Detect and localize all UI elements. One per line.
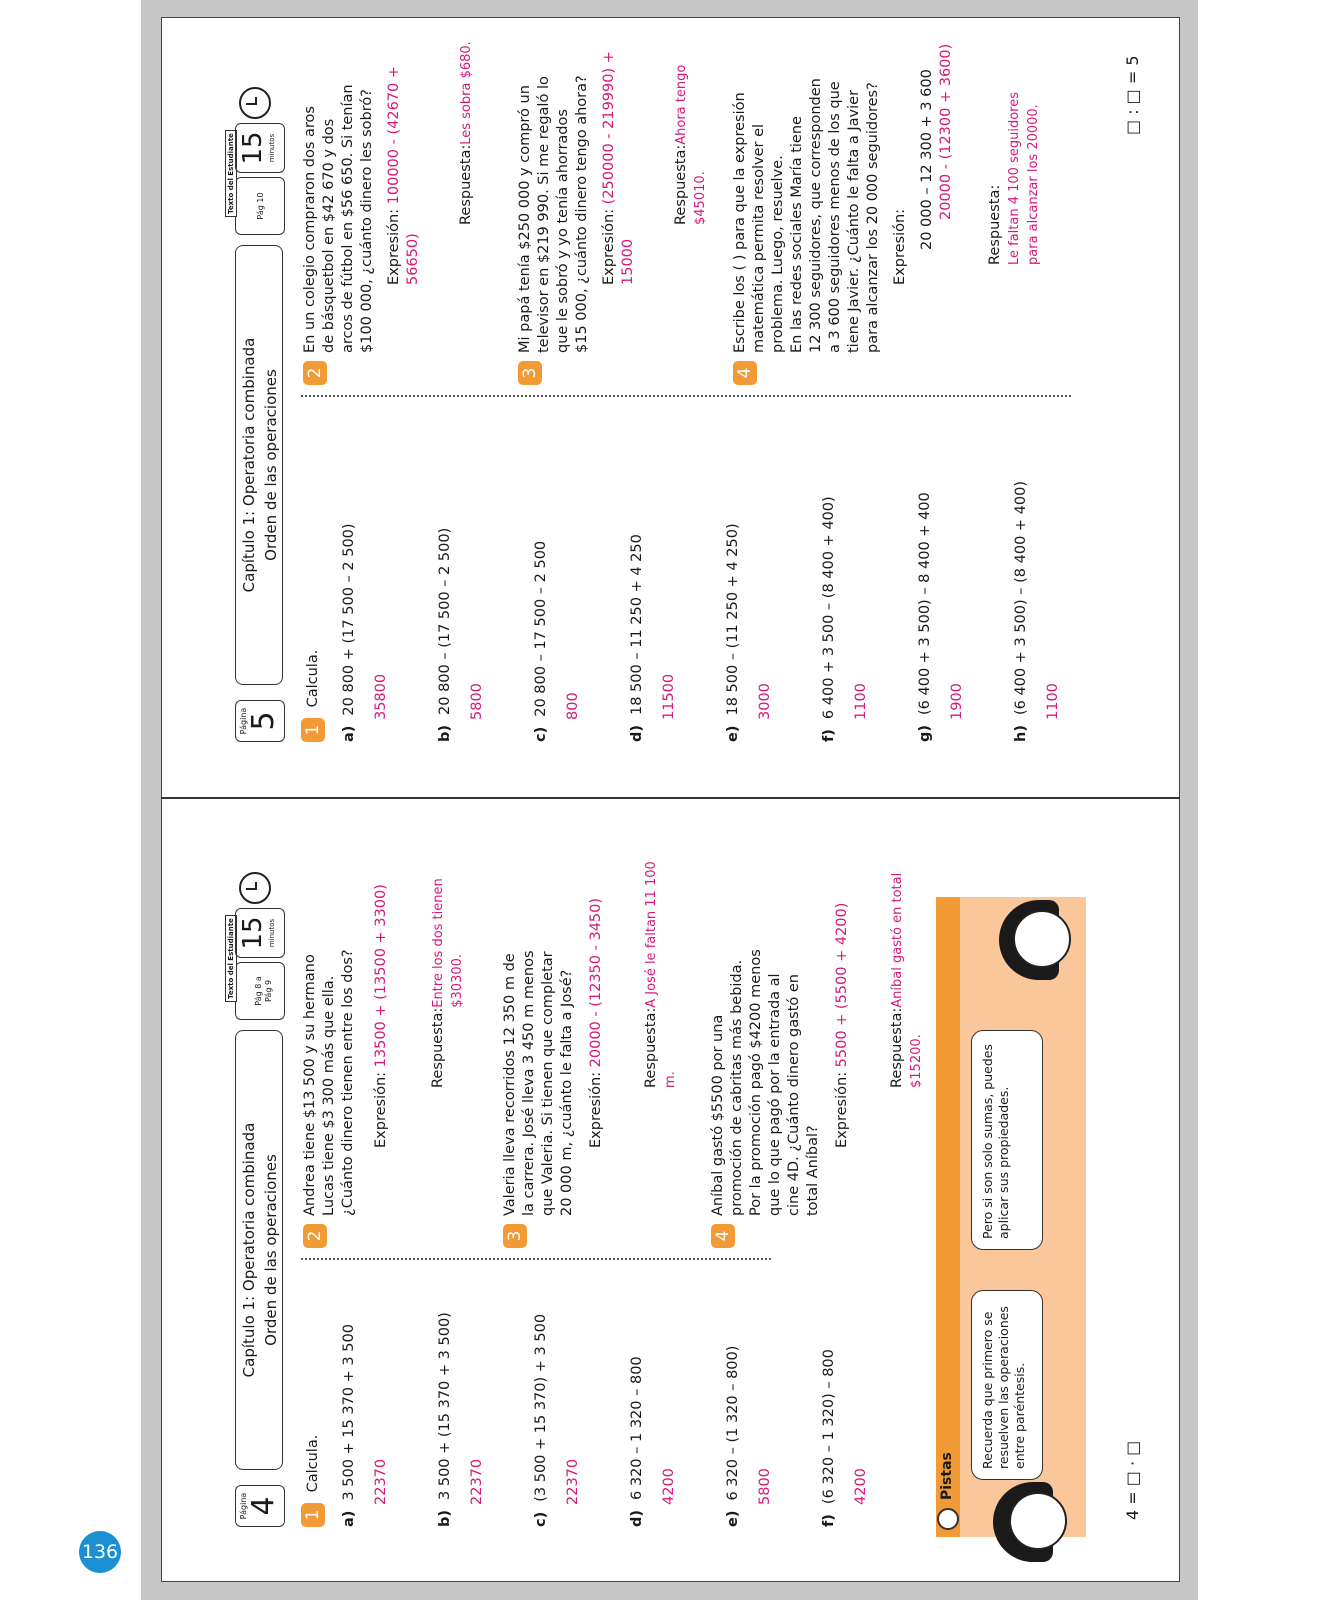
hint-bubble-2 [971,1030,1043,1250]
item-expression: 6 320 – (1 320 – 800) [725,1345,741,1501]
text-line: que Valeria. Si tienen que completar [540,951,556,1216]
q2-badge: 2 [303,361,327,385]
q1-heading [301,650,325,742]
hint-bubble-1 [971,1290,1043,1480]
time-box [235,123,285,173]
q3-resp-label: Respuesta: [643,1007,659,1088]
pag-range: Pág 8 a Pág 9 [254,976,273,1006]
texto-estudiante-box [235,177,285,235]
page-divider [161,797,1180,799]
item-letter: b) [437,724,453,742]
chapter-title [235,245,283,685]
q4-answer: Aníbal gastó en total $15200. [890,872,924,1088]
calc-item [725,1346,741,1527]
girl-face-2 [1013,910,1071,968]
item-expression: 20 800 – (17 500 – 2 500) [437,527,453,715]
text-line: promoción de cabritas más bebida. [729,959,745,1216]
calc-item [821,496,837,742]
q2-expression: 100000 - (42670 + 56650) [386,65,421,285]
time-box [235,908,285,958]
text-line: Aníbal gastó $5500 por una [710,1014,726,1216]
text-line: 20 000 m, ¿cuánto le falta a José? [559,969,575,1216]
text-line: resuelven las operaciones [996,1306,1011,1469]
texto-estudiante-tag: Texto del Estudiante [225,130,237,217]
calc-item [437,1312,453,1527]
q3-expr-label: Expresión: [601,208,617,285]
q2-resp-label: Respuesta: [458,144,474,225]
chapter-title-line2: Orden de las operaciones [262,1154,280,1346]
chapter-title [235,1030,283,1470]
text-line: Recuerda que primero se [980,1311,995,1469]
q1-label: Calcula. [305,649,321,708]
calc-item [821,1349,837,1527]
item-answer: 22370 [373,1458,389,1505]
item-letter: e) [725,725,741,742]
page-4 [161,815,1180,1580]
item-answer: 1100 [853,683,869,720]
item-letter: g) [917,724,933,742]
item-answer: 22370 [469,1458,485,1505]
calc-item [917,492,933,742]
q3-expression: 20000 - (12350 - 3450) [588,897,604,1068]
q3-block [516,35,710,385]
item-expression: 6 320 – 1 320 – 800 [629,1356,645,1500]
girl-face-1 [1009,1492,1067,1550]
text-line: Lucas tiene $3 300 más que ella. [321,975,337,1216]
column-divider [301,1258,771,1260]
item-expression: (3 500 + 15 370) + 3 500 [533,1313,549,1502]
q4-expression: 20000 - (12300 + 3600) [938,43,954,220]
item-answer: 5800 [469,683,485,720]
text-line: 12 300 seguidores, que corresponden [808,78,824,353]
q4-badge: 4 [733,361,757,385]
text-line: que le sobró y yo tenía ahorrados [555,109,571,353]
q4-block [731,35,1043,385]
chapter-title-line1: Capítulo 1: Operatoria combinada [240,1122,258,1378]
text-line: matemática permita resolver el [751,123,767,353]
calc-item [341,523,357,742]
minutes-label: minutos [268,918,276,948]
page-5 [161,30,1180,795]
text-line: cine 4D. ¿Cuánto dinero gastó en [786,974,802,1216]
q2-badge: 2 [303,1224,327,1248]
text-line: aplicar sus propiedades. [996,1086,1011,1239]
pistas-title: Pistas [939,1452,955,1500]
text-line: $15 000, ¿cuánto dinero tengo ahora? [574,75,590,353]
text-line: Pero si son solo sumas, puedes [980,1044,995,1239]
item-letter: f) [821,729,837,742]
q2-expr-label: Expresión: [373,1071,389,1148]
alarm-clock-icon [239,872,271,904]
q1-badge: 1 [301,1503,325,1527]
q2-expression: 13500 + (13500 + 3300) [373,884,389,1068]
q2-resp-label: Respuesta: [430,1007,446,1088]
item-letter: c) [533,1511,549,1527]
q4-resp-label: Respuesta: [987,184,1003,265]
minutes-label: minutos [268,133,276,163]
pag-number: Pág 10 [256,192,265,220]
q4-expression: 5500 + (5500 + 4200) [834,902,850,1068]
text-line: $30300. [450,954,465,1008]
item-expression: (6 320 – 1 320) – 800 [821,1349,837,1505]
item-expression: 6 400 + 3 500 – (8 400 + 400) [821,496,837,720]
item-expression: (6 400 + 3 500) – 8 400 + 400 [917,492,933,715]
pagina-box [235,700,285,742]
text-line: problema. Luego, resuelve. [770,155,786,353]
pagina-box [235,1485,285,1527]
text-line: la carrera. José lleva 3 450 m menos [521,950,537,1216]
calc-item [629,534,645,742]
item-expression: 3 500 + (15 370 + 3 500) [437,1312,453,1500]
q2-block [301,848,467,1248]
item-answer: 11500 [661,673,677,720]
item-expression: 20 800 + (17 500 – 2 500) [341,523,357,716]
calc-item [725,523,741,742]
item-answer: 800 [565,692,581,720]
q4-block [709,848,926,1248]
item-letter: h) [1013,725,1029,742]
text-line: $100 000, ¿cuánto dinero les sobró? [359,89,375,353]
q1-badge: 1 [301,718,325,742]
item-letter: d) [629,1509,645,1527]
q2-expr-label: Expresión: [386,208,402,285]
item-letter: a) [341,725,357,742]
item-answer: 1900 [949,683,965,720]
q4-printed-expression: 20 000 – 12 300 + 3 600 [919,69,935,250]
item-letter: c) [533,726,549,742]
item-expression: 18 500 – 11 250 + 4 250 [629,534,645,715]
item-letter: d) [629,724,645,742]
item-expression: (6 400 + 3 500) – (8 400 + 400) [1013,481,1029,716]
calc-item [629,1356,645,1527]
q3-block [501,848,680,1248]
footer-puzzle: □ : □ = 5 [1123,55,1142,135]
text-line: En un colegio compraron dos aros [302,106,318,353]
q4-badge: 4 [711,1224,735,1248]
item-expression: 3 500 + 15 370 + 3 500 [341,1324,357,1501]
calc-item [1013,481,1029,742]
q4-resp-label: Respuesta: [889,1007,905,1088]
text-line: a 3 600 seguidores menos de los que [827,81,843,353]
text-line: entre paréntesis. [1012,1362,1027,1469]
text-line: ¿Cuánto dinero tienen entre los dos? [340,949,356,1216]
q3-answer: Ahora tengo $45010. [674,64,708,225]
item-expression: 18 500 – (11 250 + 4 250) [725,523,741,716]
pagina-label: Página [239,707,248,735]
q3-expr-label: Expresión: [588,1071,604,1148]
item-letter: f) [821,1514,837,1527]
item-answer: 1100 [1045,683,1061,720]
q2-answer: Les sobra $680. [459,41,474,145]
calc-item [533,1314,549,1527]
q4-expr-label: Expresión: [892,208,908,285]
chapter-title-line2: Orden de las operaciones [262,369,280,561]
text-line: Por la promoción pagó $4200 menos [748,949,764,1216]
text-line: Mi papá tenía $250 000 y compró un [517,85,533,353]
text-line: Le faltan 4 100 seguidores [1007,92,1022,265]
texto-estudiante-box [235,962,285,1020]
calc-item [341,1324,357,1527]
text-line: que lo que pagó por la entrada al [767,973,783,1216]
text-line: para alcanzar los 20 000 seguidores? [865,82,881,353]
magnifier-icon [937,1508,959,1530]
text-line: Valeria lleva recorridos 12 350 m de [502,953,518,1216]
text-line: Andrea tiene $13 500 y su hermano [302,954,318,1216]
q3-resp-label: Respuesta: [673,144,689,225]
alarm-clock-icon [239,87,271,119]
text-line: para alcanzar los 20000. [1026,104,1041,265]
pagina-label: Página [239,1492,248,1520]
item-answer: 35800 [373,673,389,720]
item-expression: 20 800 – 17 500 – 2 500 [533,540,549,717]
pagina-number: 4 [246,1496,281,1516]
page-number-badge: 136 [79,1531,121,1573]
column-divider [301,395,1071,397]
text-line: de básquetbol en $42 670 y dos [321,118,337,353]
minutes-value: 15 [238,916,268,950]
q1-label: Calcula. [305,1434,321,1493]
chapter-title-line1: Capítulo 1: Operatoria combinada [240,337,258,593]
text-line: total Aníbal? [805,1125,821,1216]
item-answer: 5800 [757,1468,773,1505]
texto-estudiante-tag: Texto del Estudiante [225,915,237,1002]
text-line: arcos de fútbol en $56 650. Si tenían [340,84,356,353]
text-line: En las redes sociales María tiene [789,116,805,353]
item-answer: 3000 [757,683,773,720]
text-line: Entre los dos tienen [431,878,446,1008]
q3-answer: A José le faltan 11 100 m. [644,861,678,1088]
text-line: televisor en $219 990. Si me regaló lo [536,76,552,353]
item-answer: 22370 [565,1458,581,1505]
q3-badge: 3 [503,1224,527,1248]
q3-badge: 3 [518,361,542,385]
q3-expression: (250000 - 219990) + 15000 [601,51,636,285]
item-letter: b) [437,1509,453,1527]
q1-heading [301,1435,325,1527]
calc-item [533,541,549,742]
footer-puzzle: 4 = □ · □ [1123,1440,1142,1520]
minutes-value: 15 [238,131,268,165]
item-letter: a) [341,1510,357,1527]
item-answer: 4200 [853,1468,869,1505]
item-answer: 4200 [661,1468,677,1505]
item-letter: e) [725,1510,741,1527]
q4-expr-label: Expresión: [834,1071,850,1148]
text-line: tiene Javier. ¿Cuánto le falta a Javier [846,89,862,353]
q2-block [301,35,476,385]
calc-item [437,528,453,742]
pagina-number: 5 [246,711,281,731]
text-line: Escribe los ( ) para que la expresión [732,92,748,353]
